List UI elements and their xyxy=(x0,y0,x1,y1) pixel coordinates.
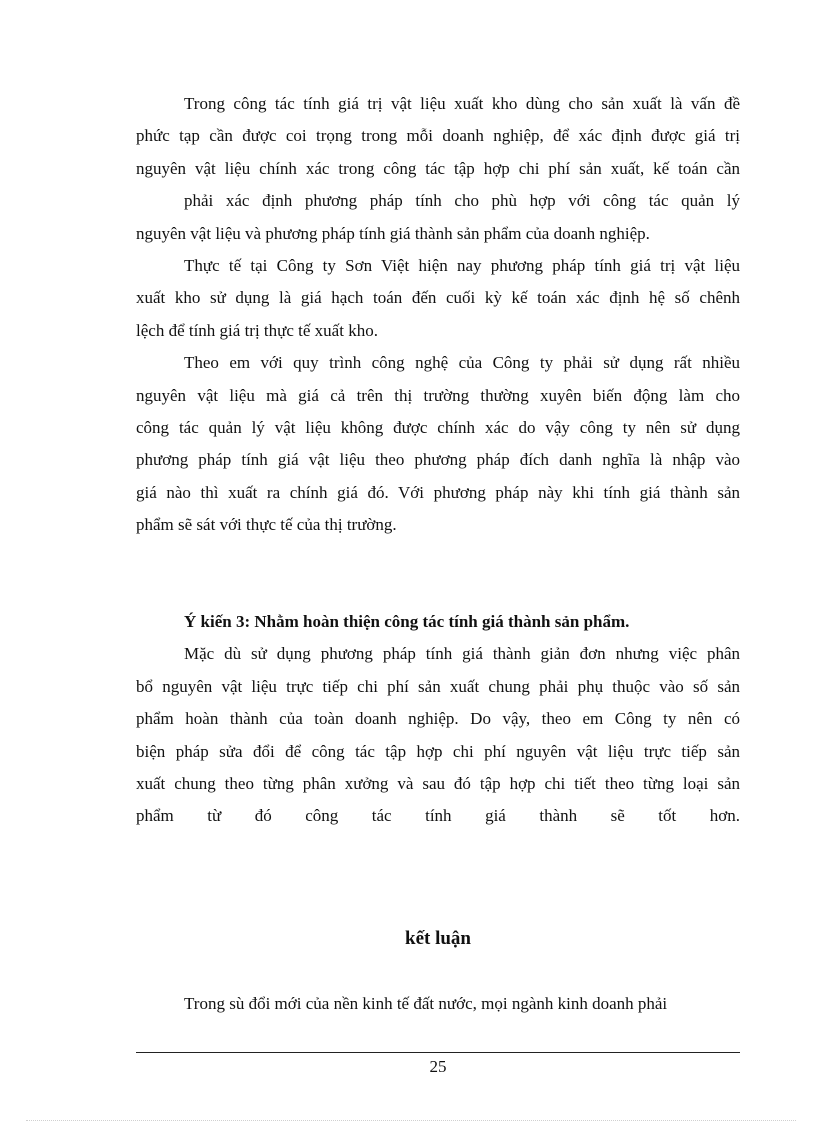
paragraph-line: lệch để tính giá trị thực tế xuất kho. xyxy=(136,320,378,340)
paragraph-line: phương pháp tính giá vật liệu theo phương pháp đích danh nghĩa là nhập vào xyxy=(136,450,740,470)
paragraph-line: bổ nguyên vật liệu trực tiếp chi phí sản xuất chung phải phụ thuộc vào số sản xyxy=(136,676,740,696)
page-edge-divider xyxy=(26,1120,796,1121)
page-number: 25 xyxy=(429,1057,447,1076)
paragraph-line: phức tạp cần được coi trọng trong mỗi doanh nghiệp, để xác định được giá trị xyxy=(136,126,740,146)
conclusion-body xyxy=(136,988,740,1020)
paragraph-line: nguyên vật liệu chính xác trong công tác tập hợp chi phí sản xuất, kế toán cần xyxy=(136,158,740,178)
paragraph-line: biện pháp sửa đổi để công tác tập hợp chi phí nguyên vật liệu trực tiếp sản xyxy=(136,741,740,761)
paragraph-line: phẩm từ đó công tác tính giá thành sẽ tốt hơn. xyxy=(136,806,740,826)
paragraph-line: nguyên vật liệu mà giá cả trên thị trường thường xuyên biến động làm cho xyxy=(136,385,740,405)
paragraph-line: công tác quản lý vật liệu không được chính xác do vậy công ty nên sử dụng xyxy=(136,417,740,437)
paragraph-line: Trong công tác tính giá trị vật liệu xuất kho dùng cho sản xuất là vấn đề xyxy=(184,94,740,113)
section-2-body xyxy=(136,606,740,833)
footer-divider xyxy=(136,1052,740,1053)
paragraph-line: xuất chung theo từng phân xưởng và sau đó tập hợp chi tiết theo từng loại sản xyxy=(136,773,740,793)
paragraph-line: nguyên vật liệu và phương pháp tính giá thành sản phẩm của doanh nghiệp. xyxy=(136,223,650,243)
paragraph-line: phải xác định phương pháp tính cho phù hợp với công tác quản lý xyxy=(184,191,740,211)
section-1-body xyxy=(136,88,740,541)
paragraph-line: Mặc dù sử dụng phương pháp tính giá thành giản đơn nhưng việc phân xyxy=(184,644,740,664)
paragraph-line: Trong sù đổi mới của nền kinh tế đất nước, mọi ngành kinh doanh phải xyxy=(184,994,668,1013)
paragraph-line: phẩm hoàn thành của toàn doanh nghiệp. Do vậy, theo em Công ty nên có xyxy=(136,709,740,729)
paragraph-line: Thực tế tại Công ty Sơn Việt hiện nay phương pháp tính giá trị vật liệu xyxy=(184,255,740,275)
conclusion-title: kết luận xyxy=(405,928,471,949)
paragraph-line: giá nào thì xuất ra chính giá đó. Với phương pháp này khi tính giá thành sản xyxy=(136,482,740,502)
paragraph-line: phẩm sẽ sát với thực tế của thị trường. xyxy=(136,515,397,535)
paragraph-line: Theo em với quy trình công nghệ của Công ty phải sử dụng rất nhiều xyxy=(184,353,740,373)
paragraph-line: xuất kho sử dụng là giá hạch toán đến cuối kỳ kế toán xác định hệ số chênh xyxy=(136,288,740,308)
section-heading: Ý kiến 3: Nhằm hoàn thiện công tác tính giá thành sản phẩm. xyxy=(184,612,630,631)
